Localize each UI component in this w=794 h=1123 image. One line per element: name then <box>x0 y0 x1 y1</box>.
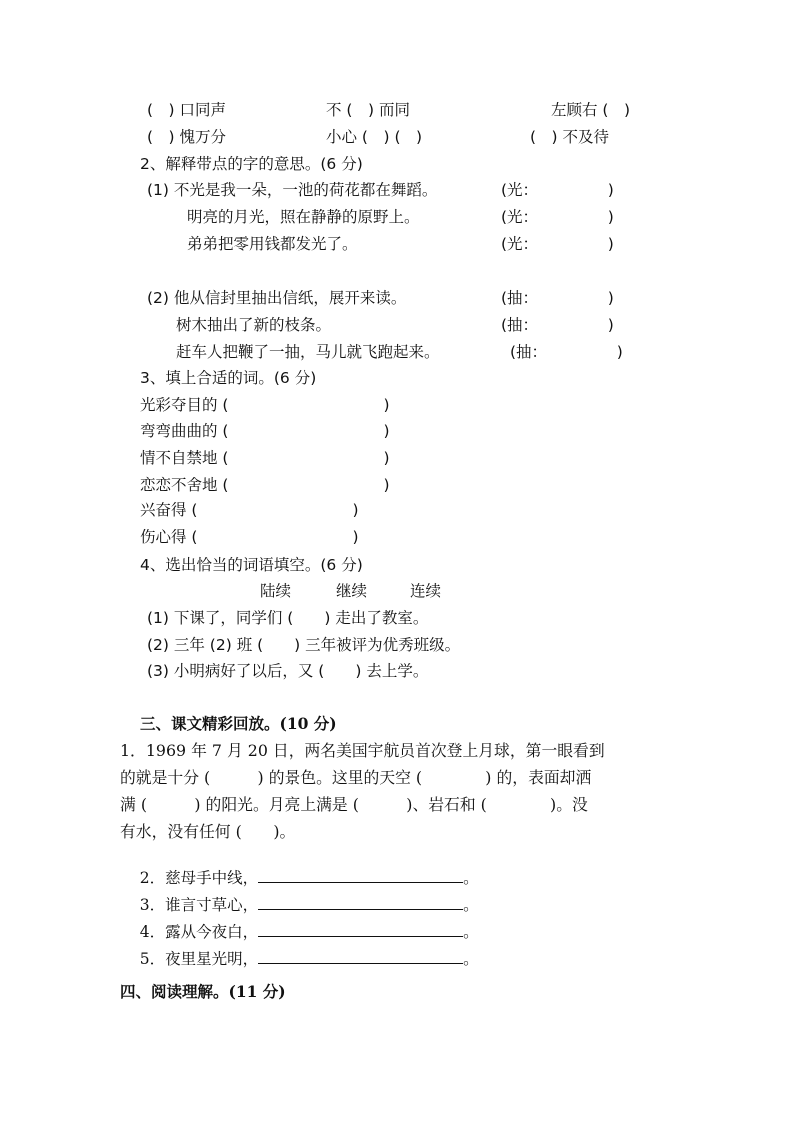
idiom-5: 小心 ( ) ( ) <box>326 128 423 146</box>
q3-item-5: 兴奋得 ( ) <box>140 501 359 519</box>
q2-p1-sentence-1: (1) 不光是我一朵，一池的荷花都在舞蹈。 <box>147 181 438 199</box>
sec3-paragraph-line-1: 1．1969 年 7 月 20 日，两名美国宇航员首次登上月球，第一眼看到 <box>120 741 605 760</box>
q3-item-3: 情不自禁地 ( ) <box>140 449 390 467</box>
q4-word-3: 连续 <box>410 582 442 600</box>
q2-p2-sentence-2: 树木抽出了新的枝条。 <box>176 316 332 334</box>
section-3-title: 三、课文精彩回放。(10 分) <box>140 714 337 733</box>
q3-title: 3、填上合适的词。(6 分) <box>140 369 317 387</box>
poem-line-4-suffix: 。 <box>463 923 479 941</box>
section-4-title: 四、阅读理解。(11 分) <box>120 982 286 1001</box>
q4-word-2: 继续 <box>336 582 368 600</box>
poem-line-5-blank[interactable] <box>258 949 463 964</box>
q4-word-1: 陆续 <box>260 582 292 600</box>
idiom-6: ( ) 不及待 <box>530 128 610 146</box>
q3-item-1: 光彩夺目的 ( ) <box>140 396 390 414</box>
sec3-paragraph-line-3: 满 ( ) 的阳光。月亮上满是 ( )、岩石和 ( )。没 <box>120 795 588 814</box>
q2-p1-answer-2: (光： ) <box>501 208 614 226</box>
poem-line-3-prefix: 3．谁言寸草心， <box>139 896 259 914</box>
q4-item-1: (1) 下课了，同学们 ( ) 走出了教室。 <box>147 609 429 627</box>
q3-item-4: 恋恋不舍地 ( ) <box>140 476 390 494</box>
q2-p1-answer-3: (光： ) <box>501 235 614 253</box>
idiom-3: 左顾右 ( ) <box>551 101 631 119</box>
q2-p2-sentence-1: (2) 他从信封里抽出信纸，展开来读。 <box>147 289 407 307</box>
poem-line-2-suffix: 。 <box>463 869 479 887</box>
q4-item-2: (2) 三年 (2) 班 ( ) 三年被评为优秀班级。 <box>147 636 461 654</box>
q2-p2-sentence-3: 赶车人把鞭了一抽，马儿就飞跑起来。 <box>176 343 440 361</box>
idiom-1: ( ) 口同声 <box>147 101 227 119</box>
q2-p2-answer-2: (抽： ) <box>501 316 614 334</box>
sec3-paragraph-line-4: 有水，没有任何 ( )。 <box>120 822 296 841</box>
q4-title: 4、选出恰当的词语填空。(6 分) <box>140 556 363 574</box>
poem-line-5-suffix: 。 <box>463 950 479 968</box>
q4-item-3: (3) 小明病好了以后，又 ( ) 去上学。 <box>147 662 429 680</box>
idiom-4: ( ) 愧万分 <box>147 128 227 146</box>
poem-line-5 <box>120 929 479 989</box>
q2-p2-answer-1: (抽： ) <box>501 289 614 307</box>
q3-item-6: 伤心得 ( ) <box>140 528 359 546</box>
q2-p1-answer-1: (光： ) <box>501 181 614 199</box>
idiom-2: 不 ( ) 而同 <box>326 101 410 119</box>
poem-line-4-prefix: 4．露从今夜白， <box>139 923 259 941</box>
q2-p2-answer-3: (抽： ) <box>510 343 623 361</box>
poem-line-2-prefix: 2．慈母手中线， <box>139 869 259 887</box>
q2-p1-sentence-2: 明亮的月光，照在静静的原野上。 <box>187 208 420 226</box>
sec3-paragraph-line-2: 的就是十分 ( ) 的景色。这里的天空 ( ) 的，表面却洒 <box>120 768 592 787</box>
q3-item-2: 弯弯曲曲的 ( ) <box>140 422 390 440</box>
poem-line-5-prefix: 5．夜里星光明， <box>139 950 259 968</box>
q2-p1-sentence-3: 弟弟把零用钱都发光了。 <box>187 235 358 253</box>
q2-title: 2、解释带点的字的意思。(6 分) <box>140 155 363 173</box>
poem-line-3-suffix: 。 <box>463 896 479 914</box>
